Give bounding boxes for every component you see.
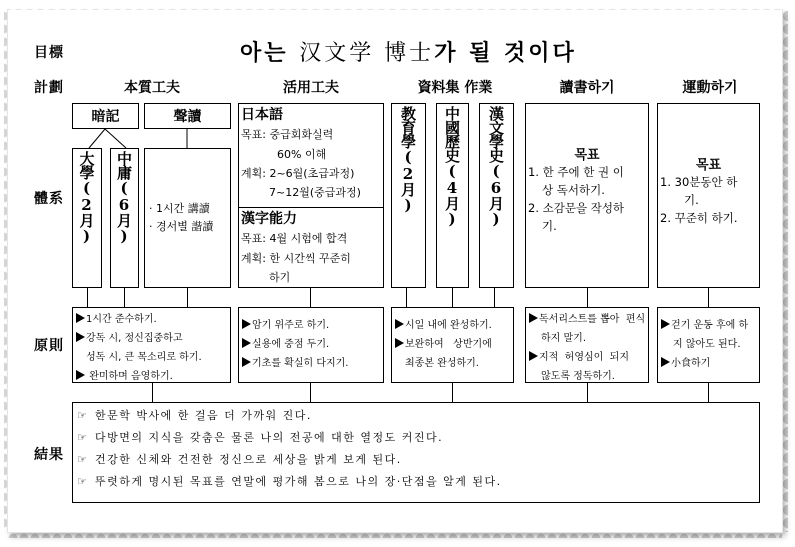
connector	[87, 288, 88, 308]
title-part3: 가 될 것이다	[434, 40, 577, 66]
column-head-application: 活用工夫	[283, 80, 339, 96]
triangle-bullet-icon	[395, 319, 404, 329]
japanese-line: 60% 이해	[277, 148, 327, 161]
principle-line: 보완하여 상반기에	[395, 335, 510, 354]
book-title: 中庸(6月)	[115, 151, 133, 244]
principle-line: 하지 말기.	[541, 333, 586, 344]
connector-lines	[72, 128, 232, 150]
triangle-bullet-icon	[76, 370, 85, 380]
connector	[452, 383, 453, 403]
connector	[587, 288, 588, 308]
reading-goal-list	[526, 163, 648, 235]
connector	[708, 383, 709, 403]
triangle-bullet-icon	[76, 332, 85, 342]
exercise-goal-list	[658, 173, 759, 227]
row-label-principle: 原則	[34, 338, 64, 354]
principle-line: 걷기 운동 후에 하	[661, 316, 756, 335]
connector	[152, 383, 153, 403]
recite-label: 聲讀	[173, 109, 202, 125]
result-item: ☞ 뚜렷하게 명시된 목표를 연말에 평가해 봄으로 나의 장·단점을 알게 된다.	[77, 471, 755, 493]
principle-line: 암기 위주로 하기.	[242, 316, 380, 335]
result-item: ☞ 다방면의 지식을 갖춤은 물론 나의 전공에 대한 열정도 커진다.	[77, 427, 755, 449]
principle-line: 1시간 준수하기.	[76, 310, 227, 329]
triangle-bullet-icon	[395, 338, 404, 348]
triangle-bullet-icon	[529, 351, 538, 361]
principle-box-essence	[72, 307, 231, 383]
triangle-bullet-icon	[76, 313, 85, 323]
material-title: 漢文學史(6月)	[487, 106, 505, 227]
application-box	[238, 103, 384, 288]
reading-goal-item: 상 독서하기.	[542, 183, 605, 197]
exercise-goal-title: 목표	[695, 158, 722, 173]
material-title: 中國歷史(4月)	[443, 106, 461, 227]
principle-line: 독서리스트를 뽑아 편식	[529, 310, 645, 329]
memorize-label: 暗記	[91, 109, 120, 125]
kanji-line: 목표: 4월 시험에 합격	[241, 232, 348, 245]
pointing-hand-icon: ☞	[77, 431, 89, 444]
recite-item: · 1시간 講讀	[149, 202, 210, 215]
principle-box-application	[238, 307, 384, 383]
row-label-result: 結果	[34, 447, 64, 463]
title-part2: 汉文学 博士	[299, 41, 435, 66]
japanese-line: 7~12월(중급과정)	[269, 186, 361, 199]
principle-box-exercise	[657, 307, 760, 383]
exercise-goal-box	[657, 103, 760, 288]
column-head-reading: 讀書하기	[559, 80, 615, 96]
book-box-daxue	[72, 148, 102, 288]
reading-goal-item: 기.	[542, 219, 557, 233]
recite-item: · 경서별 諧讀	[149, 220, 214, 233]
exercise-goal-item: 2. 꾸준히 하기.	[660, 211, 738, 225]
exercise-goal-item: 1. 30분동안 하	[660, 175, 738, 189]
kanji-heading: 漢字能力	[241, 211, 297, 227]
material-box-chinese-lit	[479, 103, 514, 288]
connector	[310, 383, 311, 403]
triangle-bullet-icon	[661, 357, 670, 367]
paper-edge-top	[8, 6, 782, 14]
principle-box-reading	[525, 307, 649, 383]
result-item: ☞ 한문학 박사에 한 걸음 더 가까워 진다.	[77, 405, 755, 427]
principle-box-materials	[391, 307, 514, 383]
principle-line: 강독 시, 정신집중하고	[76, 329, 227, 348]
result-box	[72, 402, 760, 503]
principle-line: 완미하며 음영하기.	[76, 367, 227, 386]
row-label-plan: 計劃	[34, 80, 64, 96]
connector	[708, 288, 709, 308]
principle-line: 小食하기	[661, 354, 756, 373]
principle-line: 기초를 확실히 다지기.	[242, 354, 380, 373]
principle-line: 지적 허영심이 되지	[529, 348, 645, 367]
reading-goal-title: 목표	[574, 148, 600, 163]
principle-line: 실용에 중점 두기.	[242, 335, 380, 354]
recite-box	[144, 103, 231, 129]
connector	[494, 288, 495, 308]
connector	[406, 288, 407, 308]
triangle-bullet-icon	[242, 357, 251, 367]
japanese-heading: 日本語	[241, 107, 283, 123]
principle-line: 않도록 정독하기.	[541, 371, 615, 382]
book-box-zhongyong	[110, 148, 139, 288]
japanese-line: 계획: 2~6월(초급과정)	[241, 167, 355, 180]
reading-goal-box	[525, 103, 649, 288]
result-item: ☞ 건강한 신체와 건전한 정신으로 세상을 밝게 보게 된다.	[77, 449, 755, 471]
connector	[587, 383, 588, 403]
triangle-bullet-icon	[242, 338, 251, 348]
kanji-line: 계획: 한 시간씩 꾸준히	[241, 252, 351, 265]
kanji-section	[239, 208, 383, 288]
reading-goal-item: 2. 소감문을 작성하	[528, 201, 625, 215]
principle-line: 성독 시, 큰 목소리로 하기.	[86, 352, 202, 363]
recite-detail-box	[144, 148, 231, 288]
principle-line: 지 않아도 된다.	[673, 339, 741, 350]
material-box-education	[391, 103, 426, 288]
japanese-line: 목표: 중급회화실력	[241, 128, 334, 141]
memorize-box	[72, 103, 139, 129]
exercise-goal-item: 기.	[684, 193, 699, 207]
pointing-hand-icon: ☞	[77, 409, 89, 422]
book-title: 大學(2月)	[77, 151, 96, 244]
principle-line: 최종본 완성하기.	[405, 358, 479, 369]
row-label-system: 體系	[34, 191, 64, 207]
row-label-goal: 目標	[34, 45, 64, 61]
reading-goal-item: 1. 한 주에 한 권 이	[528, 165, 624, 179]
page-title	[240, 36, 577, 67]
column-head-essence: 本質工夫	[124, 80, 180, 96]
connector	[124, 288, 125, 308]
kanji-line: 하기	[269, 271, 291, 284]
pointing-hand-icon: ☞	[77, 475, 89, 488]
connector	[452, 288, 453, 308]
column-head-exercise: 運動하기	[682, 80, 738, 96]
triangle-bullet-icon	[529, 313, 538, 323]
material-title: 教育學(2月)	[399, 106, 417, 213]
japanese-section	[239, 104, 383, 208]
triangle-bullet-icon	[242, 319, 251, 329]
column-head-materials: 資料集 作業	[417, 80, 493, 96]
material-box-chinese-history	[436, 103, 469, 288]
triangle-bullet-icon	[661, 319, 670, 329]
connector	[310, 288, 311, 308]
pointing-hand-icon: ☞	[77, 453, 89, 466]
principle-line: 시일 내에 완성하기.	[395, 316, 510, 335]
title-part1: 아는	[240, 40, 289, 66]
connector	[187, 288, 188, 308]
